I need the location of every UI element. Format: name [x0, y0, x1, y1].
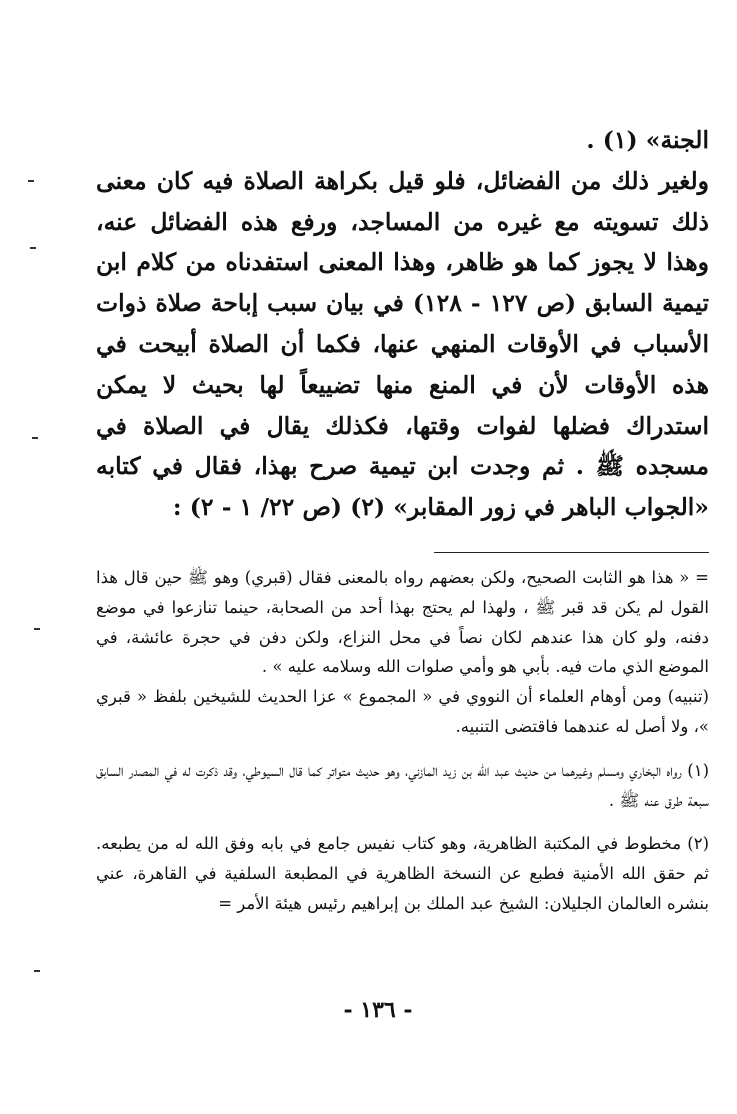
margin-mark	[30, 247, 36, 249]
footnote-2: (٢) مخطوط في المكتبة الظاهرية، وهو كتاب نفيس جامع في بابه وفق الله له من يطبعه. ثم حقق الله الأمنية فطبع عن النسخة الظاهرية في المطبعة السلفية في القاهرة، عني بنشره العالمان الجليلان: الشيخ عبد الملك بن إبراهيم رئيس هيئة الأمر =	[96, 834, 709, 913]
footnote-warning: (تنبيه) ومن أوهام العلماء أن النووي في « المجموع » عزا الحديث للشيخين بلفظ « قبري »، ولا أصل له عندهما فاقتضى التنبيه.	[96, 687, 709, 736]
margin-mark	[32, 437, 38, 439]
paragraph-continuation: الجنة» (١) .	[586, 126, 709, 154]
main-body-text	[96, 120, 709, 528]
margin-mark	[34, 970, 40, 972]
paragraph-main: ولغير ذلك من الفضائل، فلو قيل بكراهة الصلاة فيه كان معنى ذلك تسويته مع غيره من المساجد، ورفع هذه الفضائل عنه، وهذا لا يجوز كما هو ظاهر، وهذا المعنى استفدناه من كلام ابن تيمية السابق (ص ١٢٧ - ١٢٨) في بيان سبب إباحة صلاة ذوات الأسباب في الأوقات المنهي عنها، فكما أن الصلاة أبيحت في هذه الأوقات لأن في المنع منها تضييعاً لها بحيث لا يمكن استدراك فضلها لفوات وقتها، فكذلك يقال في الصلاة في مسجده ﷺ . ثم وجدت ابن تيمية صرح بهذا، فقال في كتابه «الجواب الباهر في زور المقابر» (٢) (ص ٢٢/ ١ - ٢) :	[96, 166, 709, 522]
footnote-divider	[434, 552, 709, 553]
footnote-1: (١) رواه البخاري ومسلم وغيرهما من حديث عبد الله بن زيد المازني، وهو حديث متواتر كما قال السيوطي، وقد ذكرت له في المصدر السابق سبعة طرق عنه ﷺ .	[96, 760, 709, 810]
footnote-quote-continuation: = « هذا هو الثابت الصحيح، ولكن بعضهم رواه بالمعنى فقال (قبري) وهو ﷺ حين قال هذا القول لم يكن قد قبر ﷺ ، ولهذا لم يحتج بهذا أحد من الصحابة، حينما تنازعوا في موضع دفنه، ولو كان هذا عندهم لكان نصاً في محل النزاع، ولكن دفن في حجرة عائشة، في الموضع الذي مات فيه. بأبي هو وأمي صلوات الله وسلامه عليه » .	[96, 568, 709, 677]
margin-mark	[28, 180, 34, 182]
footnotes-section	[96, 563, 709, 919]
margin-mark	[34, 628, 40, 630]
page-number: - ١٣٦ -	[343, 997, 413, 1023]
